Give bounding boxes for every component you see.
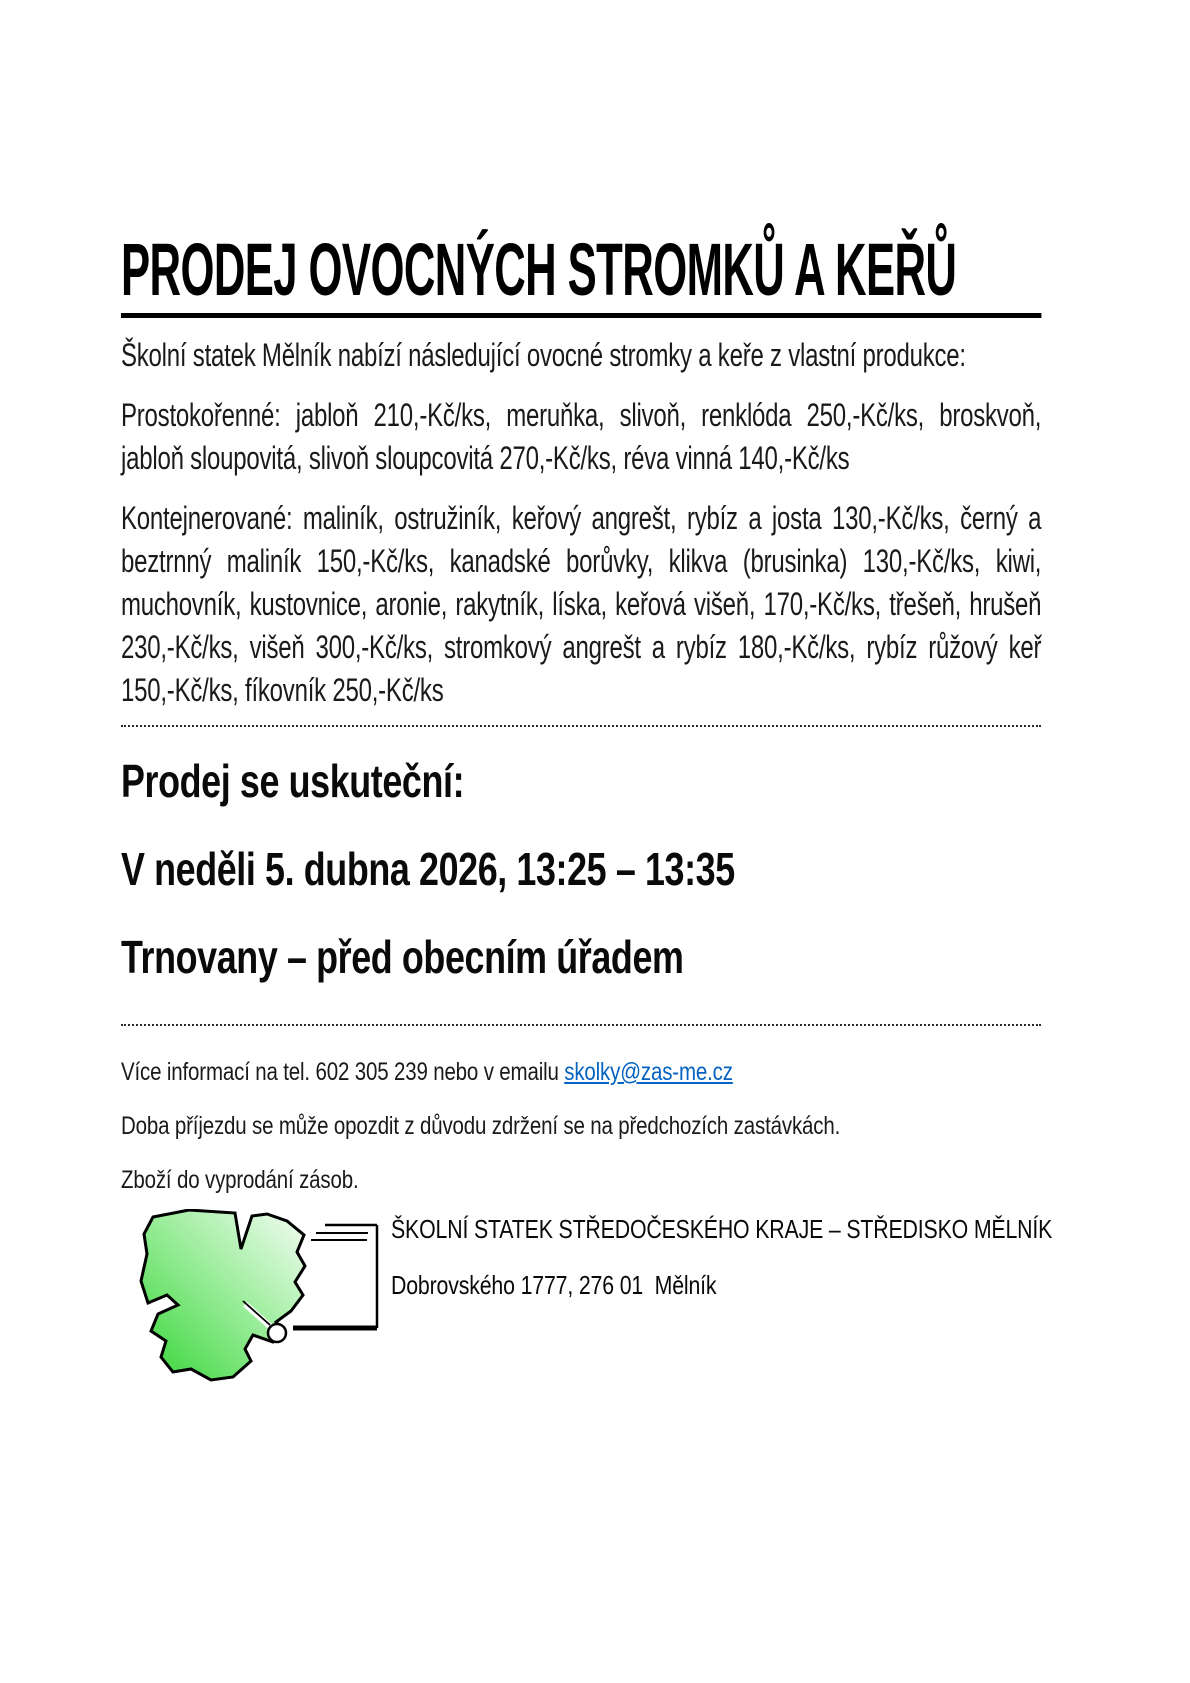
org-address: Dobrovského 1777, 276 01 Mělník [391, 1270, 717, 1300]
email-link[interactable]: skolky@zas-me.cz [564, 1058, 733, 1086]
sale-heading: Prodej se uskuteční: [121, 755, 465, 807]
sale-place: Trnovany – před obecním úřadem [121, 931, 684, 983]
region-map-logo-icon [133, 1209, 383, 1384]
intro-paragraph: Školní statek Mělník nabízí následující ovocné stromky a keře z vlastní produkce: [121, 337, 966, 373]
footer-logo-block [121, 1209, 1053, 1384]
footer-org-text [391, 1209, 1131, 1300]
offer-container-paragraph: Kontejnerované: maliník, ostružiník, keřový angrešt, rybíz a josta 130,-Kč/ks, černý a beztrnný maliník 150,-Kč/ks, kanadské borůvky, klikva (brusinka) 130,-Kč/ks, kiwi, muchovník, kustovnice, aronie, rakytník, líska, keřová višeň, 170,-Kč/ks, třešeň, hrušeň 230,-Kč/ks, višeň 300,-Kč/ks, stromkový angrešt a rybíz 180,-Kč/ks, rybíz růžový keř 150,-Kč/ks, fíkovník 250,-Kč/ks [121, 500, 1042, 708]
offer-bare-root-paragraph: Prostokořenné: jabloň 210,-Kč/ks, meruňka, slivoň, renklóda 250,-Kč/ks, broskvoň, jabloň sloupovitá, slivoň sloupcovitá 270,-Kč/ks, réva vinná 140,-Kč/ks [121, 397, 1042, 476]
dotted-divider-top [121, 725, 1041, 727]
org-name: ŠKOLNÍ STATEK STŘEDOČESKÉHO KRAJE – STŘEDISKO MĚLNÍK [391, 1214, 1053, 1244]
delay-note: Doba příjezdu se může opozdit z důvodu zdržení se na předchozích zastávkách. [121, 1112, 841, 1140]
page-title: PRODEJ OVOCNÝCH STROMKŮ A KEŘŮ [121, 233, 1041, 318]
dotted-divider-bottom [121, 1024, 1041, 1026]
stock-note: Zboží do vyprodání zásob. [121, 1166, 359, 1194]
sale-datetime: V neděli 5. dubna 2026, 13:25 – 13:35 [121, 843, 735, 895]
contact-text: Více informací na tel. 602 305 239 nebo v emailu [121, 1058, 565, 1086]
contact-line [121, 1056, 1041, 1088]
